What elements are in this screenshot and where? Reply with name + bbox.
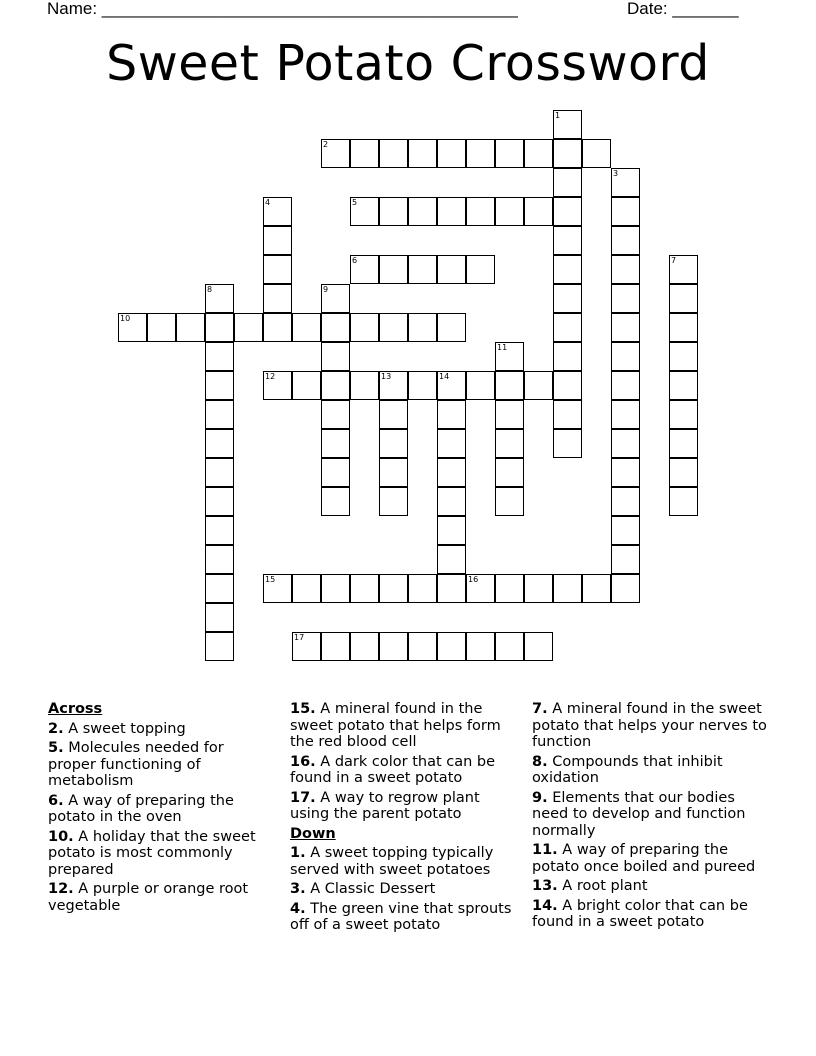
grid-cell[interactable]: [321, 574, 350, 603]
grid-cell[interactable]: [611, 545, 640, 574]
date-field[interactable]: Date: _______: [627, 0, 739, 18]
grid-cell[interactable]: [553, 400, 582, 429]
grid-cell[interactable]: [437, 545, 466, 574]
grid-cell[interactable]: [553, 139, 582, 168]
across-clue: 15. A mineral found in the sweet potato that helps form the red blood cell: [290, 701, 501, 750]
grid-cell[interactable]: [437, 458, 466, 487]
across-clue: 2. A sweet topping: [48, 720, 186, 737]
grid-cell[interactable]: [611, 400, 640, 429]
grid-cell[interactable]: [466, 632, 495, 661]
grid-cell[interactable]: [350, 197, 379, 226]
across-clue: 10. A holiday that the sweet potato is most commonly prepared: [48, 828, 256, 878]
grid-cell[interactable]: [611, 255, 640, 284]
down-clue: 13. A root plant: [532, 878, 648, 894]
down-clue: 11. A way of preparing the potato once boiled and pureed: [532, 842, 756, 875]
grid-cell[interactable]: [611, 168, 640, 197]
grid-cell[interactable]: [321, 632, 350, 661]
grid-cell[interactable]: [611, 429, 640, 458]
grid-cell[interactable]: [669, 313, 698, 342]
grid-cell[interactable]: [553, 255, 582, 284]
grid-cell[interactable]: [582, 574, 611, 603]
grid-cell[interactable]: [466, 139, 495, 168]
cell-number: 14: [439, 372, 450, 381]
grid-cell[interactable]: [495, 429, 524, 458]
grid-cell[interactable]: [611, 284, 640, 313]
grid-cell[interactable]: [292, 632, 321, 661]
grid-cell[interactable]: [350, 313, 379, 342]
grid-cell[interactable]: [118, 313, 147, 342]
grid-cell[interactable]: [205, 371, 234, 400]
grid-cell[interactable]: [611, 458, 640, 487]
grid-cell[interactable]: [437, 255, 466, 284]
down-clue: 8. Compounds that inhibit oxidation: [532, 753, 723, 786]
down-heading: Down: [290, 825, 336, 842]
page-title: Sweet Potato Crossword: [106, 35, 710, 92]
grid-cell[interactable]: [350, 632, 379, 661]
grid-cell[interactable]: [205, 632, 234, 661]
grid-cell[interactable]: [321, 458, 350, 487]
cell-number: 2: [323, 140, 329, 149]
grid-cell[interactable]: [379, 400, 408, 429]
grid-cell[interactable]: [379, 255, 408, 284]
cell-number: 16: [468, 575, 479, 584]
grid-cell[interactable]: [495, 400, 524, 429]
name-field[interactable]: Name: ____________________________________________: [47, 0, 518, 18]
grid-cell[interactable]: [524, 632, 553, 661]
down-clue: 14. A bright color that can be found in a sweet potato: [532, 897, 748, 930]
grid-cell[interactable]: [292, 574, 321, 603]
grid-cell[interactable]: [321, 429, 350, 458]
grid-cell[interactable]: [379, 487, 408, 516]
grid-cell[interactable]: [292, 313, 321, 342]
grid-cell[interactable]: [553, 197, 582, 226]
grid-cell[interactable]: [263, 255, 292, 284]
grid-cell[interactable]: [495, 632, 524, 661]
grid-cell[interactable]: [321, 313, 350, 342]
grid-cell[interactable]: [379, 139, 408, 168]
grid-cell[interactable]: [437, 400, 466, 429]
across-clue: 5. Molecules needed for proper functioning of metabolism: [48, 740, 224, 789]
cell-number: 6: [352, 256, 358, 265]
grid-cell[interactable]: [495, 487, 524, 516]
grid-cell[interactable]: [379, 574, 408, 603]
grid-cell[interactable]: [495, 139, 524, 168]
grid-cell[interactable]: [205, 313, 234, 342]
grid-cell[interactable]: [495, 342, 524, 371]
grid-cell[interactable]: [495, 371, 524, 400]
cell-number: 17: [294, 633, 305, 642]
grid-cell[interactable]: [553, 168, 582, 197]
down-clue: 4. The green vine that sprouts off of a sweet potato: [290, 900, 512, 933]
grid-cell[interactable]: [466, 574, 495, 603]
cell-number: 7: [671, 256, 677, 265]
grid-cell[interactable]: [437, 139, 466, 168]
grid-cell[interactable]: [669, 429, 698, 458]
cell-number: 5: [352, 198, 358, 207]
grid-cell[interactable]: [350, 574, 379, 603]
grid-cell[interactable]: [321, 487, 350, 516]
grid-cell[interactable]: [263, 313, 292, 342]
grid-cell[interactable]: [263, 197, 292, 226]
grid-cell[interactable]: [379, 371, 408, 400]
grid-cell[interactable]: [205, 342, 234, 371]
grid-cell[interactable]: [611, 487, 640, 516]
grid-cell[interactable]: [466, 197, 495, 226]
grid-cell[interactable]: [611, 574, 640, 603]
cell-number: 10: [120, 314, 131, 323]
grid-cell[interactable]: [205, 284, 234, 313]
grid-cell[interactable]: [321, 284, 350, 313]
grid-cell[interactable]: [553, 371, 582, 400]
cell-number: 1: [555, 111, 561, 120]
grid-cell[interactable]: [611, 516, 640, 545]
grid-cell[interactable]: [205, 574, 234, 603]
down-clue: 9. Elements that our bodies need to develop and function normally: [532, 789, 746, 839]
grid-cell[interactable]: [350, 371, 379, 400]
grid-cell[interactable]: [669, 255, 698, 284]
grid-cell[interactable]: [524, 371, 553, 400]
grid-cell[interactable]: [582, 139, 611, 168]
cell-number: 9: [323, 285, 329, 294]
grid-cell[interactable]: [553, 574, 582, 603]
grid-cell[interactable]: [437, 371, 466, 400]
grid-cell[interactable]: [495, 574, 524, 603]
grid-cell[interactable]: [611, 226, 640, 255]
cell-number: 3: [613, 169, 619, 178]
grid-cell[interactable]: [263, 226, 292, 255]
grid-cell[interactable]: [408, 197, 437, 226]
cell-number: 15: [265, 575, 276, 584]
grid-cell[interactable]: [553, 429, 582, 458]
grid-cell[interactable]: [408, 574, 437, 603]
grid-cell[interactable]: [408, 313, 437, 342]
grid-cell[interactable]: [437, 574, 466, 603]
grid-cell[interactable]: [263, 371, 292, 400]
cell-number: 8: [207, 285, 213, 294]
grid-cell[interactable]: [205, 487, 234, 516]
grid-cell[interactable]: [379, 313, 408, 342]
grid-cell[interactable]: [408, 371, 437, 400]
grid-cell[interactable]: [524, 139, 553, 168]
cell-number: 4: [265, 198, 271, 207]
clues-column-3: [532, 701, 768, 934]
grid-cell[interactable]: [147, 313, 176, 342]
grid-cell[interactable]: [611, 313, 640, 342]
grid-cell[interactable]: [437, 487, 466, 516]
grid-cell[interactable]: [611, 371, 640, 400]
grid-cell[interactable]: [669, 487, 698, 516]
down-clue: 1. A sweet topping typically served with sweet potatoes: [290, 845, 494, 878]
grid-cell[interactable]: [437, 313, 466, 342]
grid-cell[interactable]: [292, 371, 321, 400]
grid-cell[interactable]: [205, 429, 234, 458]
grid-cell[interactable]: [466, 371, 495, 400]
grid-cell[interactable]: [350, 255, 379, 284]
grid-cell[interactable]: [321, 139, 350, 168]
grid-cell[interactable]: [495, 458, 524, 487]
grid-cell[interactable]: [611, 342, 640, 371]
grid-cell[interactable]: [437, 429, 466, 458]
grid-cell[interactable]: [553, 284, 582, 313]
grid-cell[interactable]: [553, 313, 582, 342]
grid-cell[interactable]: [669, 458, 698, 487]
cell-number: 11: [497, 343, 508, 352]
grid-cell[interactable]: [669, 371, 698, 400]
grid-cell[interactable]: [437, 197, 466, 226]
grid-cell[interactable]: [263, 284, 292, 313]
across-clue: 17. A way to regrow plant using the parent potato: [290, 789, 480, 822]
cell-number: 13: [381, 372, 392, 381]
grid-cell[interactable]: [611, 197, 640, 226]
grid-cell[interactable]: [176, 313, 205, 342]
grid-cell[interactable]: [379, 458, 408, 487]
across-clue: 16. A dark color that can be found in a sweet potato: [290, 753, 496, 786]
down-clue: 7. A mineral found in the sweet potato that helps your nerves to function: [532, 701, 767, 750]
grid-cell[interactable]: [669, 342, 698, 371]
across-clue: 6. A way of preparing the potato in the oven: [48, 792, 234, 825]
down-clue: 3. A Classic Dessert: [290, 881, 436, 897]
clues-column-2: [290, 701, 518, 937]
grid-cell[interactable]: [466, 255, 495, 284]
clues-column-1: [48, 701, 276, 917]
across-clue: 12. A purple or orange root vegetable: [48, 881, 249, 914]
grid-cell[interactable]: [379, 632, 408, 661]
grid-cell[interactable]: [669, 400, 698, 429]
grid-cell[interactable]: [263, 574, 292, 603]
grid-cell[interactable]: [205, 400, 234, 429]
grid-cell[interactable]: [553, 342, 582, 371]
grid-cell[interactable]: [524, 574, 553, 603]
grid-cell[interactable]: [553, 226, 582, 255]
grid-cell[interactable]: [321, 400, 350, 429]
grid-cell[interactable]: [524, 197, 553, 226]
grid-cell[interactable]: [379, 197, 408, 226]
grid-cell[interactable]: [495, 197, 524, 226]
grid-cell[interactable]: [379, 429, 408, 458]
grid-cell[interactable]: [553, 110, 582, 139]
grid-cell[interactable]: [408, 255, 437, 284]
grid-cell[interactable]: [408, 632, 437, 661]
grid-cell[interactable]: [437, 516, 466, 545]
grid-cell[interactable]: [321, 342, 350, 371]
grid-cell[interactable]: [350, 139, 379, 168]
grid-cell[interactable]: [205, 458, 234, 487]
grid-cell[interactable]: [205, 516, 234, 545]
grid-cell[interactable]: [234, 313, 263, 342]
across-heading: Across: [48, 701, 103, 717]
grid-cell[interactable]: [321, 371, 350, 400]
grid-cell[interactable]: [205, 545, 234, 574]
grid-cell[interactable]: [437, 632, 466, 661]
cell-number: 12: [265, 372, 276, 381]
grid-cell[interactable]: [669, 284, 698, 313]
grid-cell[interactable]: [408, 139, 437, 168]
grid-cell[interactable]: [205, 603, 234, 632]
